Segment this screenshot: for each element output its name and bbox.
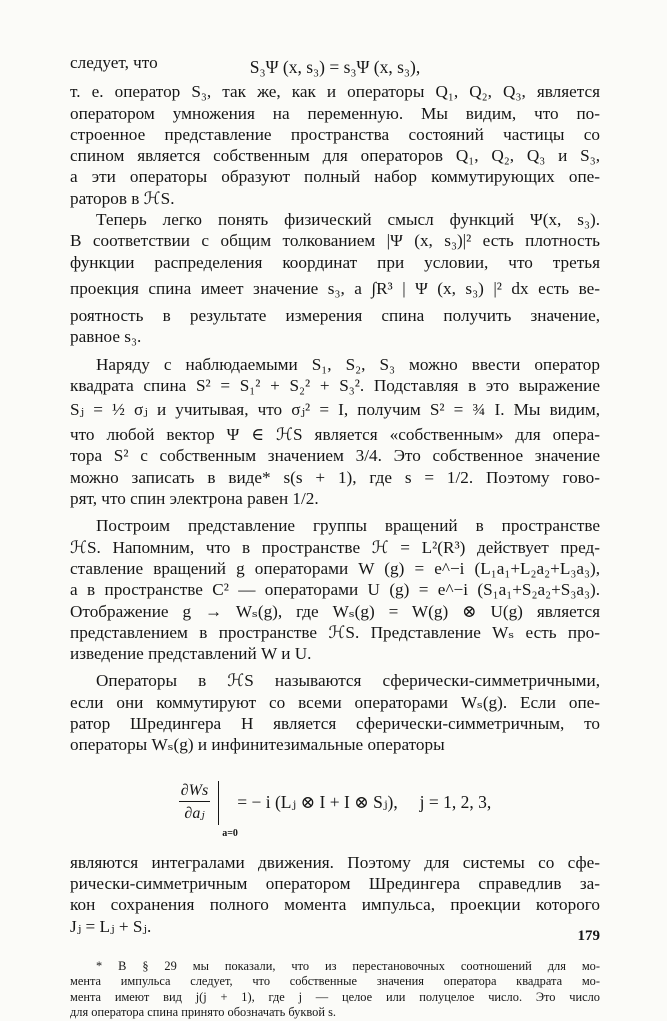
text-line: а эти операторы образуют полный набор коммутирующих опе- [70,167,600,187]
evaluation-subscript: a=0 [222,827,238,839]
text-line: Sⱼ = ½ σⱼ и учитывая, что σⱼ² = I, получим S² = ¾ I. Мы видим, [70,400,600,420]
text-line: изведение представлений W и U. [70,644,312,664]
page-number: 179 [577,928,600,944]
text-line: представлением в пространстве ℋS. Представление Wₛ есть про- [70,622,600,642]
text-line: что любой вектор Ψ ∈ ℋS является «собственным» для опера- [70,425,600,445]
text-line: спином является собственным для операторов Q₁, Q₂, Q₃ и S₃, [70,146,600,166]
text-line: Отображение g → Wₛ(g), где Wₛ(g) = W(g) ⊗ U(g) является [70,601,600,621]
text-line: а в пространстве C² — операторами U (g) = e^−i (S₁a₁+S₂a₂+S₃a₃). [70,580,600,600]
text-line: Наряду с наблюдаемыми S₁, S₂, S₃ можно ввести оператор [96,354,600,374]
derivative-fraction [179,782,210,823]
text-line: квадрата спина S² = S₁² + S₂² + S₃². Подставляя в это выражение [70,375,600,395]
text-line: строенное представление пространства состояний частицы со [70,124,600,144]
equation-rhs: = − i (Lⱼ ⊗ I + I ⊗ Sⱼ), j = 1, 2, 3, [237,792,492,813]
footnote-line: мента импульса следует, что собственные значения оператора квадрата мо- [70,974,600,989]
text-line: В соответствии с общим толкованием |Ψ (x, s₃)|² есть плотность [70,231,600,251]
text-line: ратор Шредингера H является сферически-симметричным, то [70,714,600,734]
derivative-denominator: ∂aⱼ [184,805,205,823]
derivative-numerator: ∂Ws [179,782,210,802]
text-line: Теперь легко понять физический смысл функций Ψ(x, s₃). [96,210,600,230]
text-line: Операторы в ℋS называются сферически-симметричными, [96,671,600,691]
footnote-line: мента имеют вид j(j + 1), где j — целое или полуцелое число. Это число [70,989,600,1004]
text-line: являются интегралами движения. Поэтому для системы со сфе- [70,852,600,872]
text-line: проекция спина имеет значение s₃, а ∫R³ | Ψ (x, s₃) |² dx есть ве- [70,278,600,298]
footnote-line: * В § 29 мы показали, что из перестановочных соотношений для мо- [96,958,600,973]
text-line: операторы Wₛ(g) и инфинитезимальные операторы [70,735,445,755]
equation-spin-projection: S₃Ψ (x, s₃) = s₃Ψ (x, s₃), [249,57,421,78]
text-line: Построим представление группы вращений в пространстве [96,516,600,536]
text-line: следует, что [70,53,158,72]
equation-infinitesimal-operators [70,770,600,839]
text-line: если они коммутируют со всеми операторами Wₛ(g). Если опе- [70,692,600,712]
footnote-line: для оператора спина принято обозначать буквой s. [70,1005,336,1020]
text-line: рят, что спин электрона равен 1/2. [70,489,319,509]
text-line: роятность в результате измерения спина получить значение, [70,305,600,325]
text-line: равное s₃. [70,327,142,347]
text-line: Jⱼ = Lⱼ + Sⱼ. [70,916,152,936]
text-line: кон сохранения полного момента импульса, проекции которого [70,895,600,915]
page-body [70,52,600,1021]
evaluation-bar [218,781,238,839]
text-line: т. е. оператор S₃, так же, как и операторы Q₁, Q₂, Q₃, является [70,82,600,102]
text-line: ставление вращений g операторами W (g) = e^−i (L₁a₁+L₂a₂+L₃a₃), [70,558,600,578]
text-line: можно записать в виде* s(s + 1), где s = 1/2. Поэтому гово- [70,467,600,487]
text-line: ℋS. Напомним, что в пространстве ℋ = L²(R³) действует пред- [70,537,600,557]
text-line: тора S² с собственным значением 3/4. Это собственное значение [70,446,600,466]
text-line: оператором умножения на переменную. Мы видим, что по- [70,103,600,123]
text-line: функции распределения координат при условии, что третья [70,252,600,272]
text-line: рически-симметричным оператором Шредингера справедлив за- [70,873,600,893]
text-line: раторов в ℋS. [70,188,175,208]
